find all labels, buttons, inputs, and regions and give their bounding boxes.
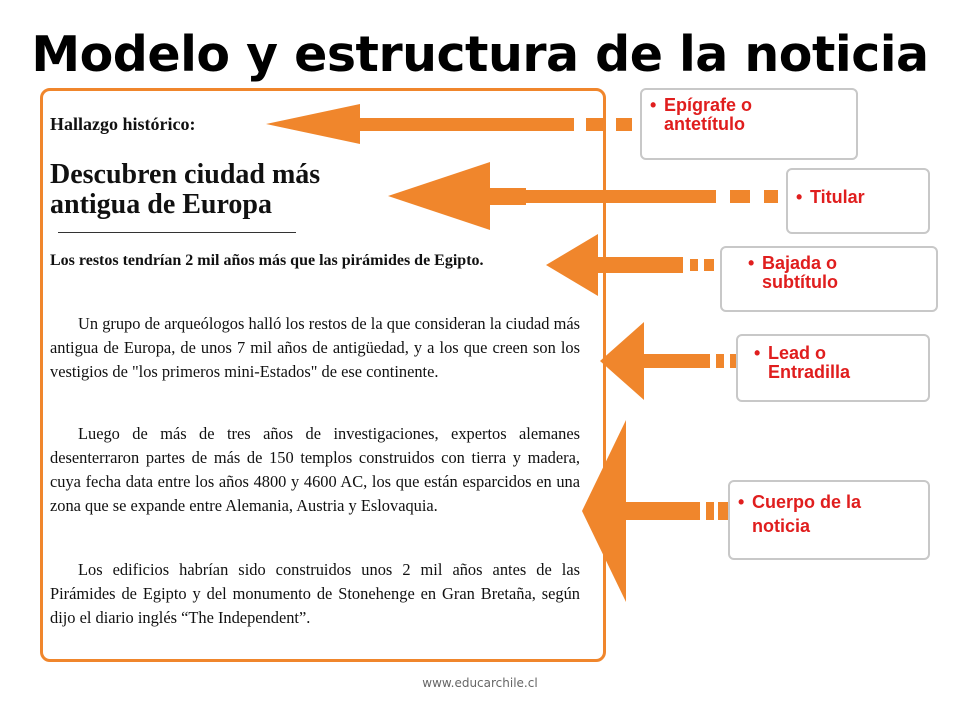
bullet-icon: • — [738, 492, 745, 512]
label-titular — [786, 168, 930, 234]
article-body-paragraph-1: Luego de más de tres años de investigaciones, expertos alemanes desenterraron partes de más de 150 templos construidos con tierra y madera, cuya fecha data entre los años 4800 y 4600 AC, los que están esparcidos en una zona que se expande entre Alemania, Austria y Eslovaquia. — [50, 424, 580, 515]
article-titular-line-1: Descubren ciudad más — [50, 159, 321, 190]
label-cuerpo-line-1: Cuerpo de la — [752, 492, 862, 512]
article-titular-line-2: antigua de Europa — [50, 189, 272, 220]
label-epigrafe — [640, 88, 858, 160]
article-bajada: Los restos tendrían 2 mil años más que las pirámides de Egipto. — [50, 252, 484, 269]
label-epigrafe-line-1: Epígrafe o — [664, 95, 753, 115]
article-lead-paragraph: Un grupo de arqueólogos halló los restos de la que consideran la ciudad más antigua de Europa, de unos 7 mil años de antigüedad, y a los que creen son los vestigios de "los primeros mini-Estados" de ese continente. — [50, 314, 580, 381]
bullet-icon: • — [650, 95, 657, 115]
label-epigrafe-line-2: antetítulo — [664, 114, 745, 134]
article-body-paragraph-2: Los edificios habrían sido construidos unos 2 mil años antes de las Pirámides de Egipto y del monumento de Stonehenge en Gran Bretaña, según dijo el diario inglés “The Independent”. — [50, 560, 580, 627]
label-bajada — [720, 246, 938, 312]
arrow-bajada — [546, 234, 714, 296]
arrow-titular — [388, 162, 778, 230]
bullet-icon: • — [754, 343, 761, 363]
bullet-icon: • — [748, 253, 755, 273]
source-footer: www.educarchile.cl — [422, 676, 538, 690]
label-cuerpo-text — [752, 490, 861, 538]
label-epigrafe-text — [664, 96, 752, 134]
bullet-icon: • — [796, 187, 803, 207]
article-epigrafe: Hallazgo histórico: — [50, 114, 196, 134]
arrow-cuerpo — [582, 420, 730, 602]
label-bajada-line-2: subtítulo — [762, 272, 838, 292]
arrow-epigrafe — [266, 104, 632, 144]
label-bajada-text — [762, 254, 838, 292]
label-titular-text: Titular — [810, 187, 865, 207]
label-lead — [736, 334, 930, 402]
arrow-lead — [600, 322, 738, 400]
label-lead-line-1: Lead o — [768, 343, 827, 363]
label-bajada-line-1: Bajada o — [762, 253, 838, 273]
label-lead-line-2: Entradilla — [768, 362, 851, 382]
label-cuerpo-line-2: noticia — [752, 516, 811, 536]
label-cuerpo — [728, 480, 930, 560]
label-lead-text — [768, 344, 850, 382]
page-title: Modelo y estructura de la noticia — [31, 26, 929, 83]
